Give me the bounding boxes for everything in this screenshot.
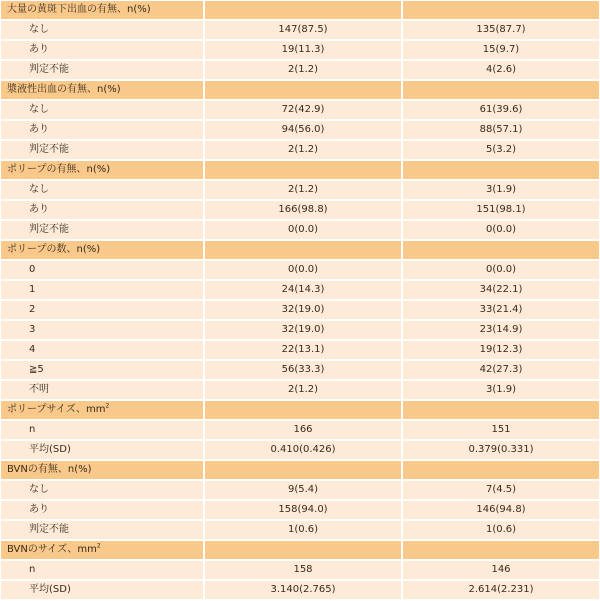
table-row <box>1 561 599 579</box>
value-group-1: 147(87.5) <box>205 21 401 39</box>
value-group-1: 2(1.2) <box>205 381 401 399</box>
table-row <box>1 41 599 59</box>
value-group-2: 61(39.6) <box>403 101 599 119</box>
section-empty-cell <box>205 401 401 419</box>
table-row <box>1 201 599 219</box>
value-group-1: 0.410(0.426) <box>205 441 401 459</box>
value-group-2: 3(1.9) <box>403 381 599 399</box>
value-group-1: 0(0.0) <box>205 221 401 239</box>
row-label: 0 <box>1 261 203 279</box>
value-group-2: 88(57.1) <box>403 121 599 139</box>
table-row <box>1 21 599 39</box>
section-header-row <box>1 541 599 559</box>
value-group-2: 146(94.8) <box>403 501 599 519</box>
table-row <box>1 501 599 519</box>
row-label: n <box>1 561 203 579</box>
value-group-1: 32(19.0) <box>205 321 401 339</box>
section-empty-cell <box>205 1 401 19</box>
section-title <box>1 461 203 479</box>
table-row <box>1 581 599 599</box>
section-header-row <box>1 461 599 479</box>
table-row <box>1 181 599 199</box>
value-group-2: 0.379(0.331) <box>403 441 599 459</box>
section-header-row <box>1 401 599 419</box>
row-label: 判定不能 <box>1 521 203 539</box>
section-title <box>1 241 203 259</box>
unit-superscript: 2 <box>105 402 110 410</box>
section-title-text: 漿液性出血の有無、n(%) <box>7 84 121 95</box>
section-title-text: ポリープの数、n(%) <box>7 244 101 255</box>
value-group-2: 0(0.0) <box>403 221 599 239</box>
value-group-2: 2.614(2.231) <box>403 581 599 599</box>
table-row <box>1 421 599 439</box>
row-label: 1 <box>1 281 203 299</box>
row-label: 不明 <box>1 381 203 399</box>
value-group-1: 72(42.9) <box>205 101 401 119</box>
row-label: あり <box>1 501 203 519</box>
section-empty-cell <box>205 541 401 559</box>
row-label: 3 <box>1 321 203 339</box>
value-group-2: 4(2.6) <box>403 61 599 79</box>
section-empty-cell <box>403 241 599 259</box>
section-title-text: BVNのサイズ、mm <box>7 544 97 555</box>
row-label: 判定不能 <box>1 141 203 159</box>
section-title <box>1 401 203 419</box>
row-label: 2 <box>1 301 203 319</box>
value-group-2: 146 <box>403 561 599 579</box>
value-group-1: 2(1.2) <box>205 181 401 199</box>
section-title-text: 大量の黄斑下出血の有無、n(%) <box>7 4 151 15</box>
table-row <box>1 481 599 499</box>
value-group-1: 166(98.8) <box>205 201 401 219</box>
value-group-2: 151 <box>403 421 599 439</box>
row-label: なし <box>1 481 203 499</box>
table-row <box>1 301 599 319</box>
table-row <box>1 521 599 539</box>
section-title <box>1 161 203 179</box>
unit-superscript: 2 <box>96 542 101 550</box>
value-group-2: 1(0.6) <box>403 521 599 539</box>
section-header-row <box>1 161 599 179</box>
value-group-1: 166 <box>205 421 401 439</box>
section-empty-cell <box>403 1 599 19</box>
table-row <box>1 441 599 459</box>
section-empty-cell <box>205 161 401 179</box>
row-label: なし <box>1 21 203 39</box>
section-header-row <box>1 241 599 259</box>
section-header-row <box>1 81 599 99</box>
value-group-1: 32(19.0) <box>205 301 401 319</box>
table-row <box>1 341 599 359</box>
row-label: なし <box>1 181 203 199</box>
value-group-1: 158(94.0) <box>205 501 401 519</box>
value-group-1: 9(5.4) <box>205 481 401 499</box>
section-empty-cell <box>205 461 401 479</box>
value-group-2: 42(27.3) <box>403 361 599 379</box>
value-group-2: 23(14.9) <box>403 321 599 339</box>
row-label: 判定不能 <box>1 61 203 79</box>
value-group-1: 2(1.2) <box>205 141 401 159</box>
value-group-2: 15(9.7) <box>403 41 599 59</box>
table-row <box>1 381 599 399</box>
section-empty-cell <box>403 461 599 479</box>
value-group-1: 22(13.1) <box>205 341 401 359</box>
table-row <box>1 121 599 139</box>
table-row <box>1 141 599 159</box>
value-group-2: 19(12.3) <box>403 341 599 359</box>
section-header-row <box>1 1 599 19</box>
section-empty-cell <box>403 541 599 559</box>
value-group-2: 151(98.1) <box>403 201 599 219</box>
row-label: 平均(SD) <box>1 441 203 459</box>
table-row <box>1 281 599 299</box>
row-label: ≧5 <box>1 361 203 379</box>
section-empty-cell <box>403 81 599 99</box>
row-label: なし <box>1 101 203 119</box>
value-group-2: 0(0.0) <box>403 261 599 279</box>
value-group-2: 34(22.1) <box>403 281 599 299</box>
table-row <box>1 321 599 339</box>
value-group-1: 56(33.3) <box>205 361 401 379</box>
table-row <box>1 221 599 239</box>
row-label: あり <box>1 121 203 139</box>
section-title <box>1 541 203 559</box>
value-group-2: 135(87.7) <box>403 21 599 39</box>
section-empty-cell <box>205 241 401 259</box>
value-group-2: 5(3.2) <box>403 141 599 159</box>
value-group-1: 0(0.0) <box>205 261 401 279</box>
value-group-1: 1(0.6) <box>205 521 401 539</box>
value-group-1: 158 <box>205 561 401 579</box>
row-label: 判定不能 <box>1 221 203 239</box>
value-group-1: 94(56.0) <box>205 121 401 139</box>
row-label: あり <box>1 41 203 59</box>
table-row <box>1 361 599 379</box>
value-group-2: 7(4.5) <box>403 481 599 499</box>
value-group-2: 3(1.9) <box>403 181 599 199</box>
section-title <box>1 81 203 99</box>
section-title-text: BVNの有無、n(%) <box>7 464 92 475</box>
value-group-1: 19(11.3) <box>205 41 401 59</box>
section-empty-cell <box>403 161 599 179</box>
table-row <box>1 101 599 119</box>
value-group-1: 2(1.2) <box>205 61 401 79</box>
table-row <box>1 261 599 279</box>
row-label: 4 <box>1 341 203 359</box>
section-title-text: ポリープの有無、n(%) <box>7 164 111 175</box>
row-label: あり <box>1 201 203 219</box>
section-empty-cell <box>205 81 401 99</box>
section-title <box>1 1 203 19</box>
section-title-text: ポリープサイズ、mm <box>7 404 106 415</box>
table-row <box>1 61 599 79</box>
row-label: 平均(SD) <box>1 581 203 599</box>
value-group-1: 3.140(2.765) <box>205 581 401 599</box>
value-group-2: 33(21.4) <box>403 301 599 319</box>
section-empty-cell <box>403 401 599 419</box>
value-group-1: 24(14.3) <box>205 281 401 299</box>
row-label: n <box>1 421 203 439</box>
